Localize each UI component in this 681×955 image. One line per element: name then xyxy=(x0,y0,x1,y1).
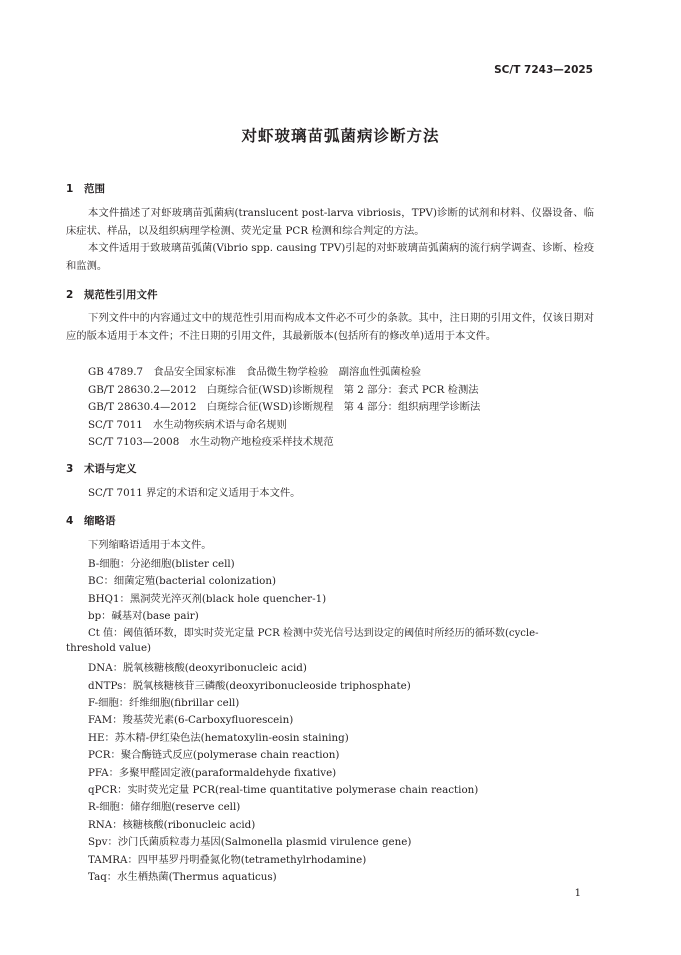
abbreviation-item: Spv：沙门氏菌质粒毒力基因(Salmonella plasmid virulence gene) xyxy=(88,836,412,848)
terms-paragraph: SC/T 7011 界定的术语和定义适用于本文件。 xyxy=(88,487,301,499)
section-number: 1 xyxy=(66,183,74,195)
abbreviation-item: BHQ1：黑洞荧光淬灭剂(black hole quencher-1) xyxy=(88,593,327,605)
abbreviation-item: Ct 值：阈值循环数，即实时荧光定量 PCR 检测中荧光信号达到设定的阈值时所经历的循环数(cycle- xyxy=(88,628,539,639)
abbreviation-item: HE：苏木精-伊红染色法(hematoxylin-eosin staining) xyxy=(88,732,349,744)
section-title: 缩略语 xyxy=(84,515,116,527)
abbreviation-item: dNTPs：脱氧核糖核苷三磷酸(deoxyribonucleoside triphosphate) xyxy=(88,680,411,692)
abbreviation-item: RNA：核糖核酸(ribonucleic acid) xyxy=(88,819,256,831)
abbreviation-item: FAM：羧基荧光素(6-Carboxyfluorescein) xyxy=(88,714,294,726)
abbreviation-item-continued: threshold value) xyxy=(66,642,152,654)
scope-paragraph-1: 本文件描述了对虾玻璃苗弧菌病(translucent post-larva vibriosis，TPV)诊断的试剂和材料、仪器设备、临床症状、样品，以及组织病理学检测、荧光定量 PCR 检测和综合判定的方法。 xyxy=(66,207,594,237)
section-title: 规范性引用文件 xyxy=(84,289,158,301)
abbreviation-item: B-细胞：分泌细胞(blister cell) xyxy=(88,558,235,570)
reference-item: GB/T 28630.4—2012 白斑综合征(WSD)诊断规程 第 4 部分：组织病理学诊断法 xyxy=(88,401,481,413)
abbreviation-item: TAMRA：四甲基罗丹明叠氮化物(tetramethylrhodamine) xyxy=(88,854,367,866)
section-title: 术语与定义 xyxy=(84,463,137,475)
abbreviation-item: DNA：脱氧核糖核酸(deoxyribonucleic acid) xyxy=(88,662,307,674)
reference-item: SC/T 7011 水生动物疾病术语与命名规则 xyxy=(88,419,287,431)
section-1-heading xyxy=(66,181,105,196)
reference-item: GB/T 28630.2—2012 白斑综合征(WSD)诊断规程 第 2 部分：套式 PCR 检测法 xyxy=(88,384,479,396)
abbreviation-item: PCR：聚合酶链式反应(polymerase chain reaction) xyxy=(88,749,340,761)
abbreviation-item: Taq：水生栖热菌(Thermus aquaticus) xyxy=(88,871,277,883)
abbreviation-item: R-细胞：储存细胞(reserve cell) xyxy=(88,801,241,813)
scope-paragraph-2: 本文件适用于致玻璃苗弧菌(Vibrio spp. causing TPV)引起的对虾玻璃苗弧菌病的流行病学调查、诊断、检疫和监测。 xyxy=(66,242,594,272)
abbreviation-item: BC：细菌定殖(bacterial colonization) xyxy=(88,575,277,587)
section-number: 3 xyxy=(66,463,74,475)
section-3-heading xyxy=(66,461,137,476)
references-intro: 下列文件中的内容通过文中的规范性引用而构成本文件必不可少的条款。其中，注日期的引用文件，仅该日期对应的版本适用于本文件；不注日期的引用文件，其最新版本(包括所有的修改单)适用于本文件。 xyxy=(66,312,594,342)
section-title: 范围 xyxy=(84,183,105,195)
section-2-heading xyxy=(66,287,158,302)
document-title: 对虾玻璃苗弧菌病诊断方法 xyxy=(241,127,440,145)
section-4-heading xyxy=(66,513,116,528)
reference-item: SC/T 7103—2008 水生动物产地检疫采样技术规范 xyxy=(88,436,334,448)
section-number: 2 xyxy=(66,289,74,301)
section-number: 4 xyxy=(66,515,74,527)
abbreviation-item: PFA：多聚甲醛固定液(paraformaldehyde fixative) xyxy=(88,767,337,779)
page-number: 1 xyxy=(574,888,581,899)
abbreviations-intro: 下列缩略语适用于本文件。 xyxy=(88,539,212,551)
standard-code: SC/T 7243—2025 xyxy=(494,64,593,76)
abbreviation-item: F-细胞：纤维细胞(fibrillar cell) xyxy=(88,697,240,709)
abbreviation-item: bp：碱基对(base pair) xyxy=(88,610,199,622)
abbreviation-item: qPCR：实时荧光定量 PCR(real-time quantitative polymerase chain reaction) xyxy=(88,784,479,796)
reference-item: GB 4789.7 食品安全国家标准 食品微生物学检验 副溶血性弧菌检验 xyxy=(88,366,422,378)
